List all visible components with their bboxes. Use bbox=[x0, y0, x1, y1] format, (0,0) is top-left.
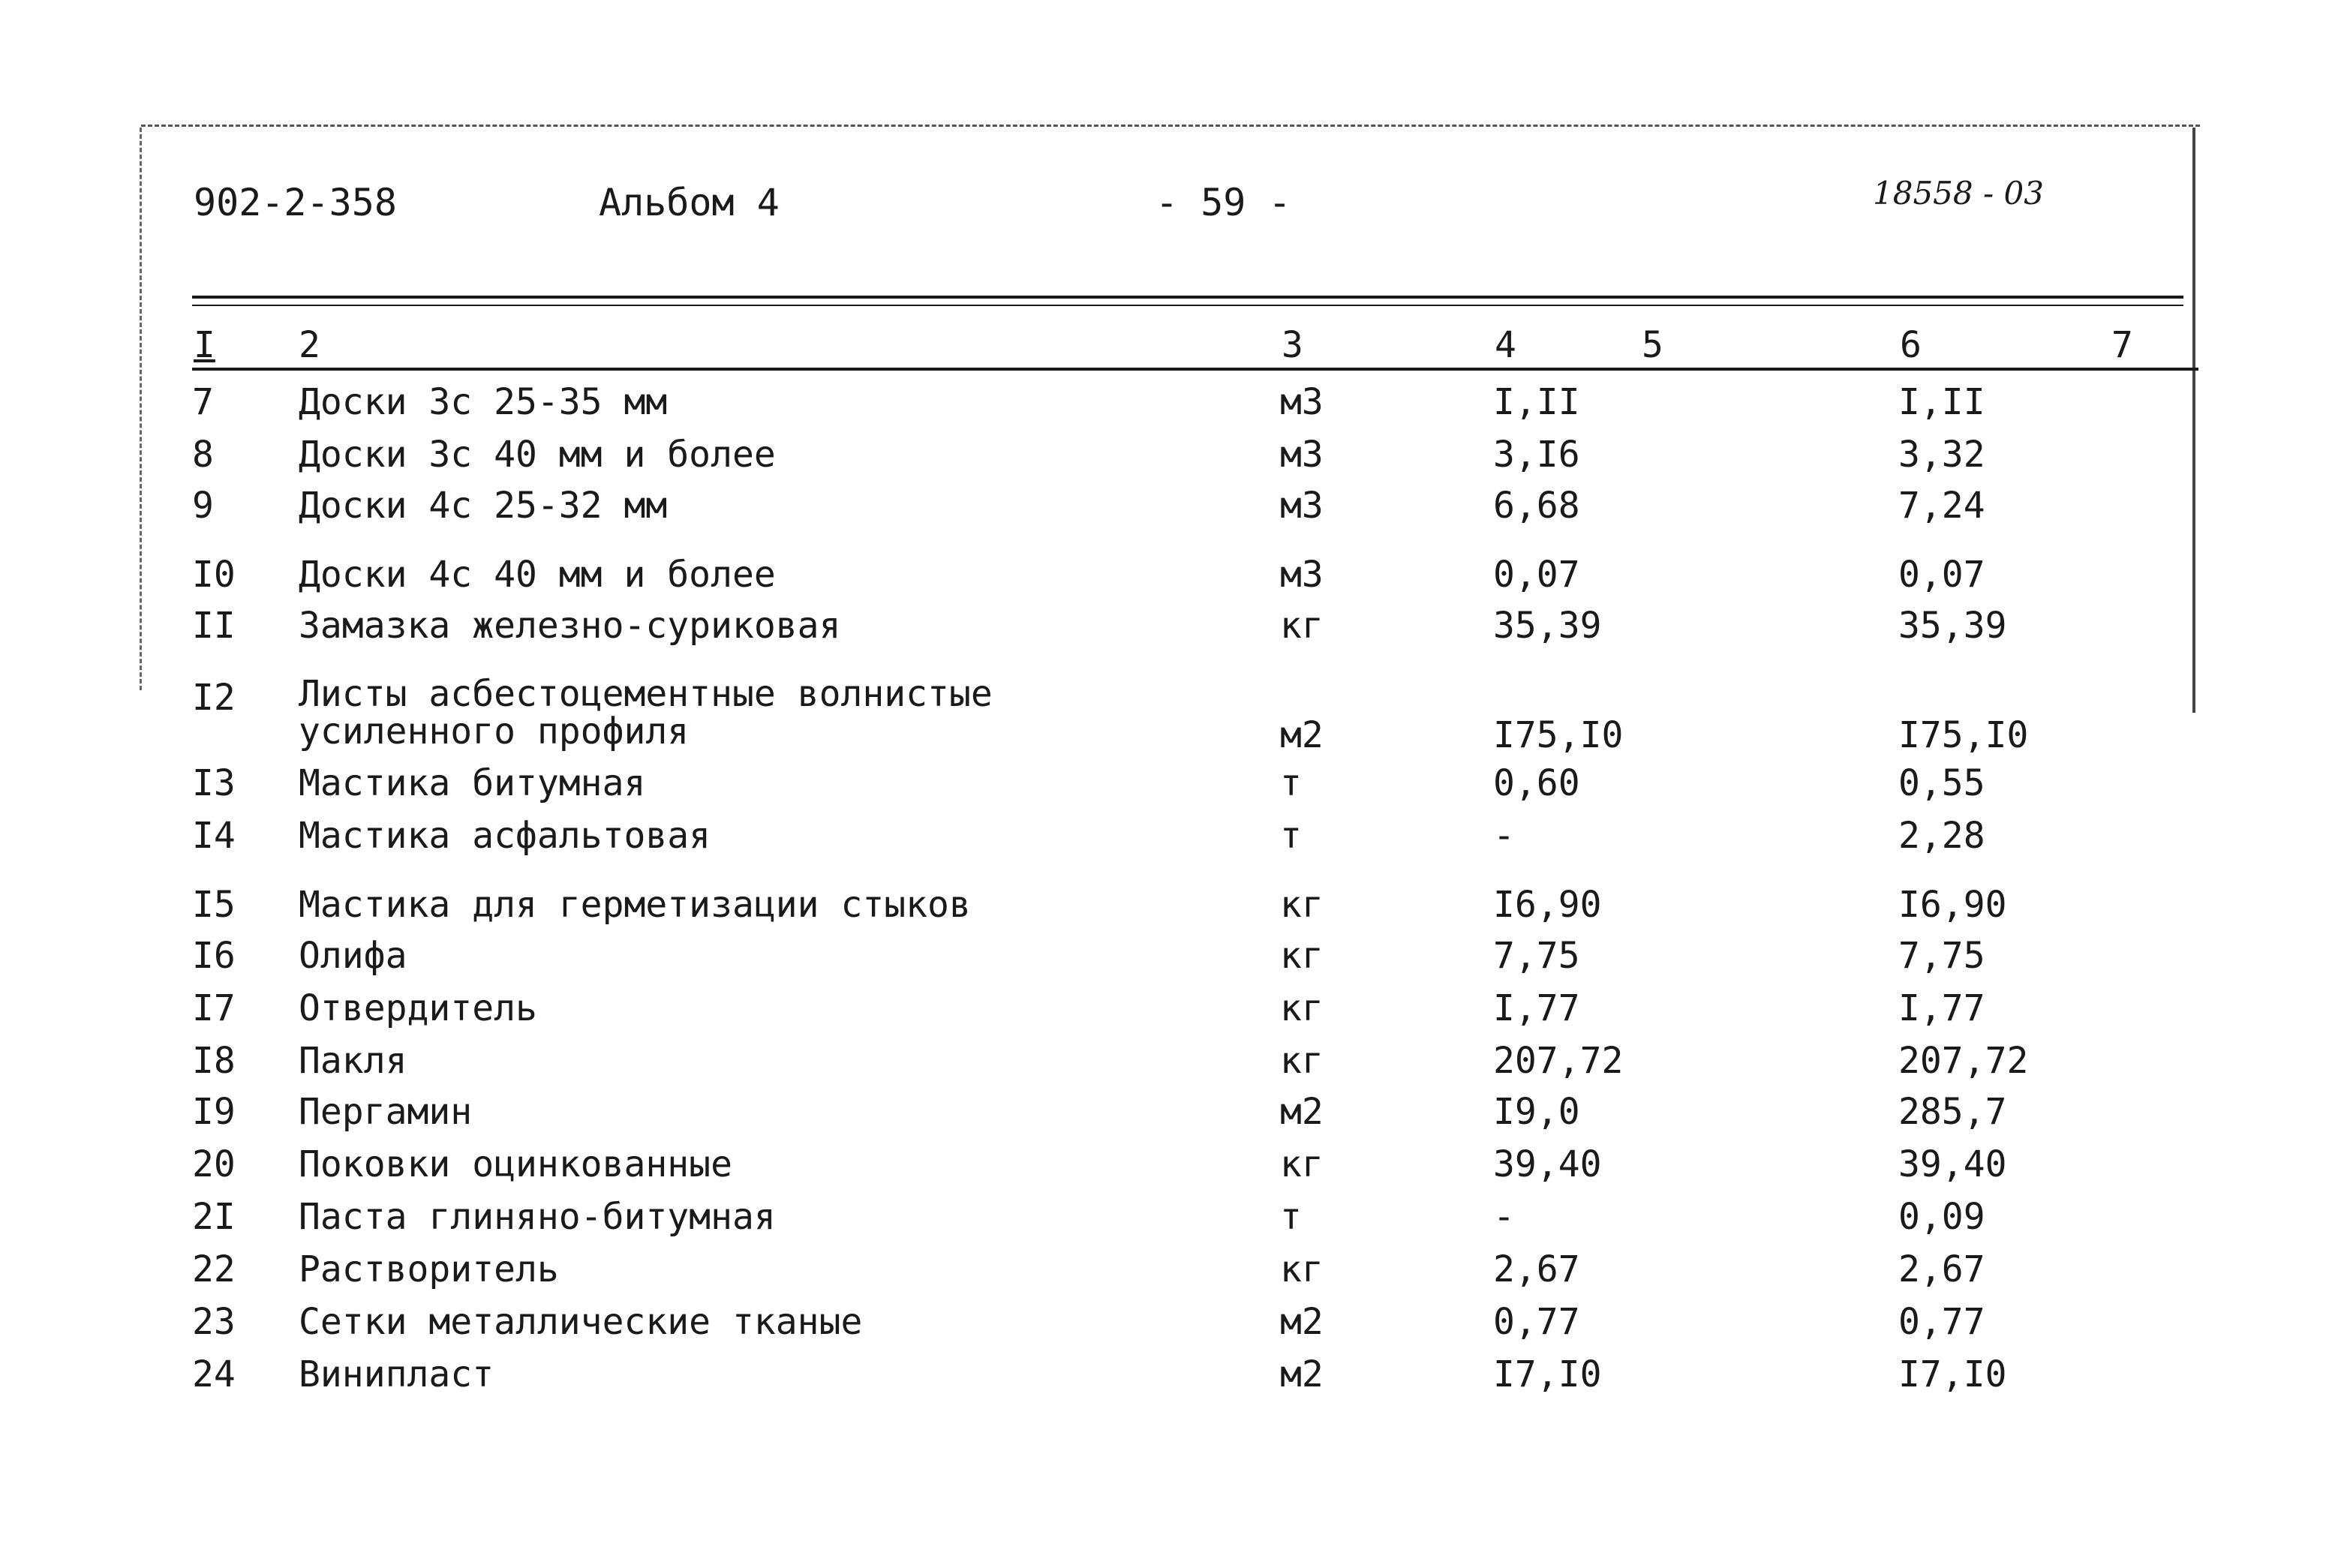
value-col-6: 2,28 bbox=[1898, 815, 1985, 857]
table-row bbox=[0, 1247, 2335, 1292]
value-col-6: 0,09 bbox=[1898, 1196, 1985, 1238]
value-col-6: 285,7 bbox=[1898, 1091, 2007, 1133]
row-number: 23 bbox=[192, 1301, 236, 1343]
row-number: I5 bbox=[192, 884, 236, 926]
table-row bbox=[0, 882, 2335, 927]
value-col-6: 3,32 bbox=[1898, 434, 1985, 476]
table-row bbox=[0, 1299, 2335, 1344]
unit: м3 bbox=[1280, 554, 1324, 596]
row-number: 24 bbox=[192, 1353, 236, 1395]
table-row bbox=[0, 1089, 2335, 1134]
value-col-4: 3,I6 bbox=[1493, 434, 1580, 476]
value-col-6: I,77 bbox=[1898, 987, 1985, 1029]
value-col-4: I9,0 bbox=[1493, 1091, 1580, 1133]
page-number: - 59 - bbox=[1155, 181, 1291, 224]
column-header-5: 5 bbox=[1642, 324, 1663, 366]
table-row bbox=[0, 761, 2335, 806]
row-number: 22 bbox=[192, 1248, 236, 1290]
material-name: Винипласт bbox=[299, 1353, 494, 1395]
row-number: II bbox=[192, 605, 236, 647]
value-col-6: 0,55 bbox=[1898, 762, 1985, 804]
row-number: I2 bbox=[192, 677, 236, 719]
value-col-4: I7,I0 bbox=[1493, 1353, 1602, 1395]
value-col-4: - bbox=[1493, 815, 1515, 857]
value-col-4: - bbox=[1493, 1196, 1515, 1238]
value-col-4: 2,67 bbox=[1493, 1248, 1580, 1290]
table-row bbox=[0, 603, 2335, 648]
table-row bbox=[0, 986, 2335, 1031]
table-row bbox=[0, 432, 2335, 477]
material-name: Доски 4с 40 мм и более bbox=[299, 554, 776, 596]
value-col-4: I,II bbox=[1493, 381, 1580, 423]
value-col-6: 39,40 bbox=[1898, 1143, 2007, 1185]
material-name: Мастика для герметизации стыков bbox=[299, 884, 971, 926]
unit: кг bbox=[1280, 1248, 1324, 1290]
header-double-rule bbox=[192, 296, 2183, 306]
column-header-7: 7 bbox=[2111, 324, 2133, 366]
material-name: Мастика битумная bbox=[299, 762, 646, 804]
material-name: Доски 3с 25-35 мм bbox=[299, 381, 668, 423]
table-row bbox=[0, 552, 2335, 597]
album-title: Альбом 4 bbox=[599, 181, 780, 224]
row-number: I9 bbox=[192, 1091, 236, 1133]
column-header-2: 2 bbox=[299, 324, 320, 366]
row-number: I7 bbox=[192, 987, 236, 1029]
row-number: I6 bbox=[192, 935, 236, 977]
unit: м2 bbox=[1280, 1091, 1324, 1133]
table-row bbox=[0, 1038, 2335, 1083]
value-col-6: 2,67 bbox=[1898, 1248, 1985, 1290]
value-col-6: 7,75 bbox=[1898, 935, 1985, 977]
material-name: Листы асбестоцементные волнистые усиленного профиля bbox=[299, 673, 993, 752]
reference-number: 18558 - 03 bbox=[1873, 175, 2044, 212]
table-row bbox=[0, 1194, 2335, 1239]
material-name: Доски 3с 40 мм и более bbox=[299, 434, 776, 476]
value-col-6: 35,39 bbox=[1898, 605, 2007, 647]
value-col-6: 0,77 bbox=[1898, 1301, 1985, 1343]
row-number: I8 bbox=[192, 1040, 236, 1082]
unit: кг bbox=[1280, 884, 1324, 926]
unit: кг bbox=[1280, 987, 1324, 1029]
unit: кг bbox=[1280, 1143, 1324, 1185]
value-col-6: I7,I0 bbox=[1898, 1353, 2007, 1395]
material-name: Доски 4с 25-32 мм bbox=[299, 485, 668, 527]
unit: м3 bbox=[1280, 381, 1324, 423]
value-col-4: I75,I0 bbox=[1493, 714, 1624, 756]
unit: м2 bbox=[1280, 714, 1324, 756]
row-number: 8 bbox=[192, 434, 214, 476]
row-number: 20 bbox=[192, 1143, 236, 1185]
unit: м3 bbox=[1280, 485, 1324, 527]
table-row bbox=[0, 675, 2335, 765]
table-row bbox=[0, 1142, 2335, 1187]
unit: т bbox=[1280, 762, 1302, 804]
unit: т bbox=[1280, 1196, 1302, 1238]
column-header-rule bbox=[192, 368, 2198, 371]
value-col-4: I6,90 bbox=[1493, 884, 1602, 926]
unit: м2 bbox=[1280, 1301, 1324, 1343]
value-col-6: I,II bbox=[1898, 381, 1985, 423]
column-header-6: 6 bbox=[1900, 324, 1922, 366]
row-number: I3 bbox=[192, 762, 236, 804]
unit: кг bbox=[1280, 1040, 1324, 1082]
frame-top-edge bbox=[141, 125, 2200, 127]
material-name: Мастика асфальтовая bbox=[299, 815, 711, 857]
material-name: Пергамин bbox=[299, 1091, 473, 1133]
row-number: 2I bbox=[192, 1196, 236, 1238]
value-col-4: 0,07 bbox=[1493, 554, 1580, 596]
material-name: Пакля bbox=[299, 1040, 407, 1082]
unit: м3 bbox=[1280, 434, 1324, 476]
unit: кг bbox=[1280, 605, 1324, 647]
column-header-4: 4 bbox=[1495, 324, 1516, 366]
value-col-4: 0,77 bbox=[1493, 1301, 1580, 1343]
material-name: Отвердитель bbox=[299, 987, 537, 1029]
table-row bbox=[0, 933, 2335, 978]
table-row bbox=[0, 813, 2335, 858]
value-col-6: 0,07 bbox=[1898, 554, 1985, 596]
value-col-4: 35,39 bbox=[1493, 605, 1602, 647]
value-col-6: I6,90 bbox=[1898, 884, 2007, 926]
value-col-4: 7,75 bbox=[1493, 935, 1580, 977]
row-number: 7 bbox=[192, 381, 214, 423]
row-number: I0 bbox=[192, 554, 236, 596]
value-col-4: 6,68 bbox=[1493, 485, 1580, 527]
column-header-3: 3 bbox=[1282, 324, 1303, 366]
value-col-6: 7,24 bbox=[1898, 485, 1985, 527]
material-name: Сетки металлические тканые bbox=[299, 1301, 863, 1343]
value-col-6: 207,72 bbox=[1898, 1040, 2029, 1082]
table-row bbox=[0, 380, 2335, 425]
material-name: Олифа bbox=[299, 935, 407, 977]
unit: м2 bbox=[1280, 1353, 1324, 1395]
table-row bbox=[0, 1352, 2335, 1397]
material-name: Замазка железно-суриковая bbox=[299, 605, 841, 647]
table-row bbox=[0, 483, 2335, 528]
row-number: I4 bbox=[192, 815, 236, 857]
row-number: 9 bbox=[192, 485, 214, 527]
column-header-1: I bbox=[194, 324, 215, 366]
material-name: Поковки оцинкованные bbox=[299, 1143, 732, 1185]
unit: кг bbox=[1280, 935, 1324, 977]
document-code: 902-2-358 bbox=[194, 181, 397, 224]
unit: т bbox=[1280, 815, 1302, 857]
value-col-4: I,77 bbox=[1493, 987, 1580, 1029]
material-name: Паста глиняно-битумная bbox=[299, 1196, 776, 1238]
value-col-4: 0,60 bbox=[1493, 762, 1580, 804]
value-col-6: I75,I0 bbox=[1898, 714, 2029, 756]
value-col-4: 39,40 bbox=[1493, 1143, 1602, 1185]
value-col-4: 207,72 bbox=[1493, 1040, 1624, 1082]
material-name: Растворитель bbox=[299, 1248, 559, 1290]
